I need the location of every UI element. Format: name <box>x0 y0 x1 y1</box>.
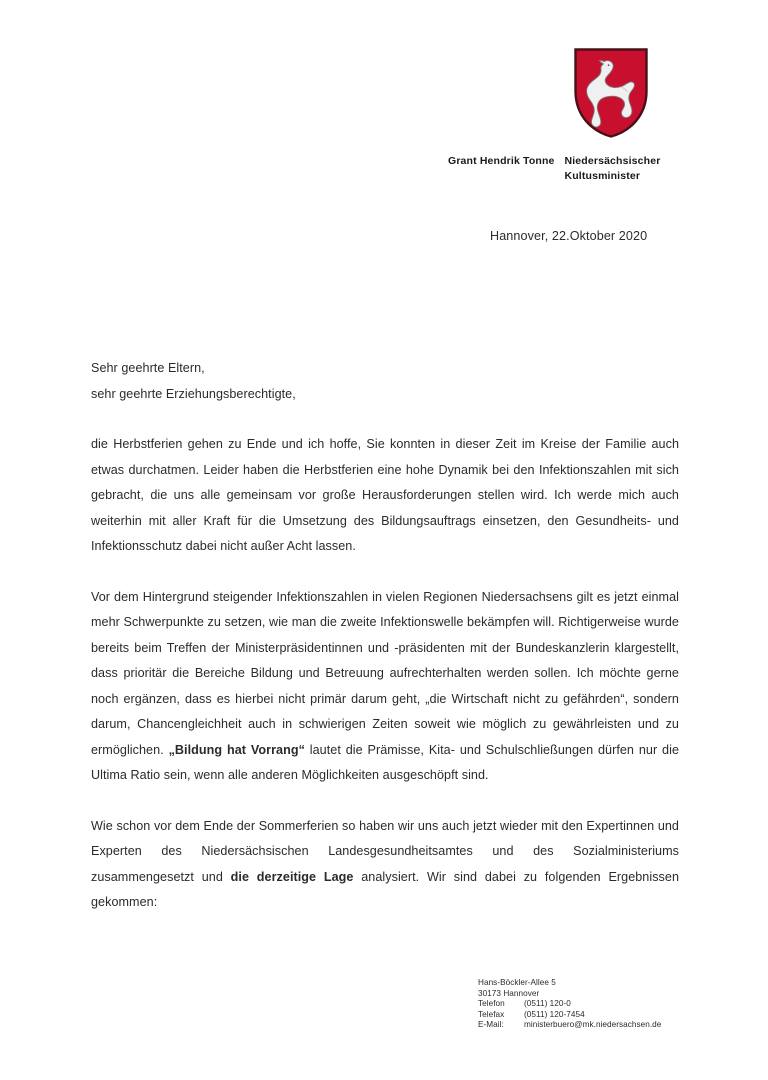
text-run: lautet die Prämisse, Kita- und Schulschließungen dürfen nur die Ultima Ratio sein, wenn alle anderen Möglichkeiten ausgeschöpft sind. <box>91 742 679 782</box>
text-run: analysiert. Wir sind dabei zu folgenden Ergebnissen gekommen: <box>91 869 680 909</box>
salutation-line-1: Sehr geehrte Eltern, <box>91 361 205 375</box>
footer-phone-value: (0511) 120-0 <box>524 999 571 1009</box>
footer-phone-row <box>478 999 661 1010</box>
footer-phone-label: Telefon <box>478 999 505 1009</box>
coat-of-arms <box>573 47 649 139</box>
text-run: Vor dem Hintergrund steigender Infektionszahlen in vielen Regionen Niedersachsens gilt es jetzt einmal mehr Schwerpunkte zu setzen, wie man die zweite Infektionswelle bekämpfen will. Richtigerweise wurde bereits beim Treffen der Ministerpräsidentinnen und -präsidenten mit der Bundeskanzlerin klargestellt, dass prioritär die Bereiche Bildung und Betreuung aufrechterhalten werden sollen. Ich möchte gerne noch ergänzen, dass es hierbei nicht primär darum geht, „die Wirtschaft nicht zu gefährden“, sondern darum, Chancengleichheit auch in schwierigen Zeiten soweit wie möglich zu gewährleisten und zu ermöglichen. <box>91 589 679 757</box>
emphasized-text: die derzeitige Lage <box>230 869 354 884</box>
footer-email-row <box>478 1020 661 1031</box>
letterhead <box>448 154 708 183</box>
salutation <box>91 356 679 407</box>
emphasized-text: „Bildung hat Vorrang“ <box>168 742 305 757</box>
text-run: Wie schon vor dem Ende der Sommerferien so haben wir uns auch jetzt wieder mit den Expertinnen und Experten des Niedersächsischen Landesgesundheitsamtes und des Sozialministeriums zusammengesetzt und <box>91 818 679 884</box>
footer-fax-row <box>478 1010 661 1021</box>
minister-title-line2: Kultusminister <box>564 169 641 182</box>
minister-title-line1: Niedersächsischer <box>564 155 661 167</box>
date-line: Hannover, 22.Oktober 2020 <box>490 229 648 243</box>
letter-body <box>91 356 679 916</box>
footer-street: Hans-Böckler-Allee 5 <box>478 978 556 987</box>
footer-email-label: E-Mail: <box>478 1020 504 1030</box>
paragraph-2 <box>91 585 679 789</box>
niedersachsen-crest-icon <box>573 47 649 139</box>
footer-fax-value: (0511) 120-7454 <box>524 1009 585 1019</box>
footer-address-block <box>478 978 661 1031</box>
paragraph-1: die Herbstferien gehen zu Ende und ich hoffe, Sie konnten in dieser Zeit im Kreise der Familie auch etwas durchatmen. Leider haben die Herbstferien eine hohe Dynamik bei den Infektionszahlen mit sich gebracht, die uns alle gemeinsam vor große Herausforderungen stellen wird. Ich werde mich auch weiterhin mit aller Kraft für die Umsetzung des Bildungsauftrags einsetzen, den Gesundheits- und Infektionsschutz dabei nicht außer Acht lassen. <box>91 437 679 553</box>
footer-fax-label: Telefax <box>478 1009 505 1019</box>
minister-name: Grant Hendrik Tonne <box>448 155 555 167</box>
salutation-line-2: sehr geehrte Erziehungsberechtigte, <box>91 386 296 401</box>
paragraph-3 <box>91 814 679 916</box>
spacer <box>91 789 679 814</box>
minister-title <box>565 154 690 183</box>
footer-city: 30173 Hannover <box>478 988 540 998</box>
spacer <box>91 560 679 585</box>
footer-email-value: ministerbuero@mk.niedersachsen.de <box>524 1020 662 1030</box>
spacer <box>91 407 679 432</box>
